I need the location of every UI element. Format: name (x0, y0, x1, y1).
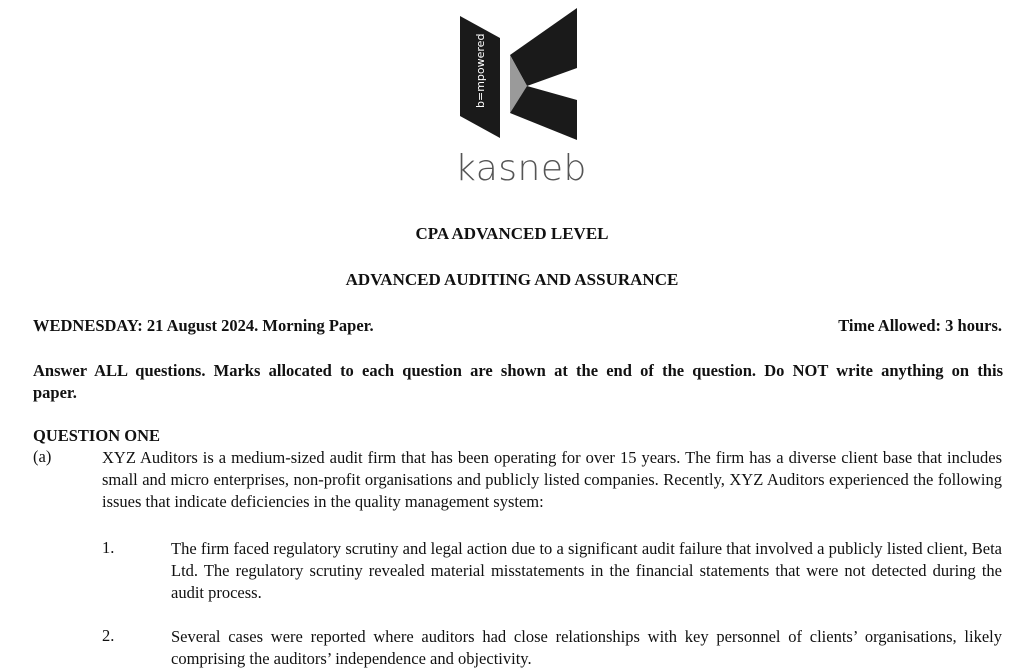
list-item-number: 1. (102, 538, 115, 557)
question-intro: XYZ Auditors is a medium-sized audit firm that has been operating for over 15 years. The firm has a diverse client base that includes small and micro enterprises, non-profit organisations and publicly listed companies. Recently, XYZ Auditors experienced the following issues that indicate deficiencies in the quality management system: (102, 448, 1002, 511)
part-label: (a) (33, 447, 52, 466)
list-item-text: The firm faced regulatory scrutiny and legal action due to a significant audit failure that involved a publicly listed client, Beta Ltd. The regulatory scrutiny revealed material misstatements in the financial statements that were not detected during the audit process. (171, 539, 1002, 602)
exam-level: CPA ADVANCED LEVEL (415, 224, 609, 243)
instructions: Answer ALL questions. Marks allocated to each question are shown at the end of the question. Do NOT write anything on this paper. (33, 361, 1003, 402)
exam-date: WEDNESDAY: 21 August 2024. Morning Paper. (33, 316, 374, 335)
logo-wordmark: kasneb (455, 148, 587, 189)
question-heading: QUESTION ONE (33, 426, 160, 445)
logo-tagline: b=mpowered (474, 33, 487, 108)
exam-subject: ADVANCED AUDITING AND ASSURANCE (345, 270, 679, 289)
kasneb-logo (455, 8, 587, 189)
time-allowed: Time Allowed: 3 hours. (838, 316, 1002, 335)
kasneb-k-mark-icon (455, 8, 580, 148)
list-item-text: Several cases were reported where auditors had close relationships with key personnel of clients’ organisations, likely comprising the auditors’ independence and objectivity. (171, 627, 1002, 668)
list-item-number: 2. (102, 626, 115, 645)
